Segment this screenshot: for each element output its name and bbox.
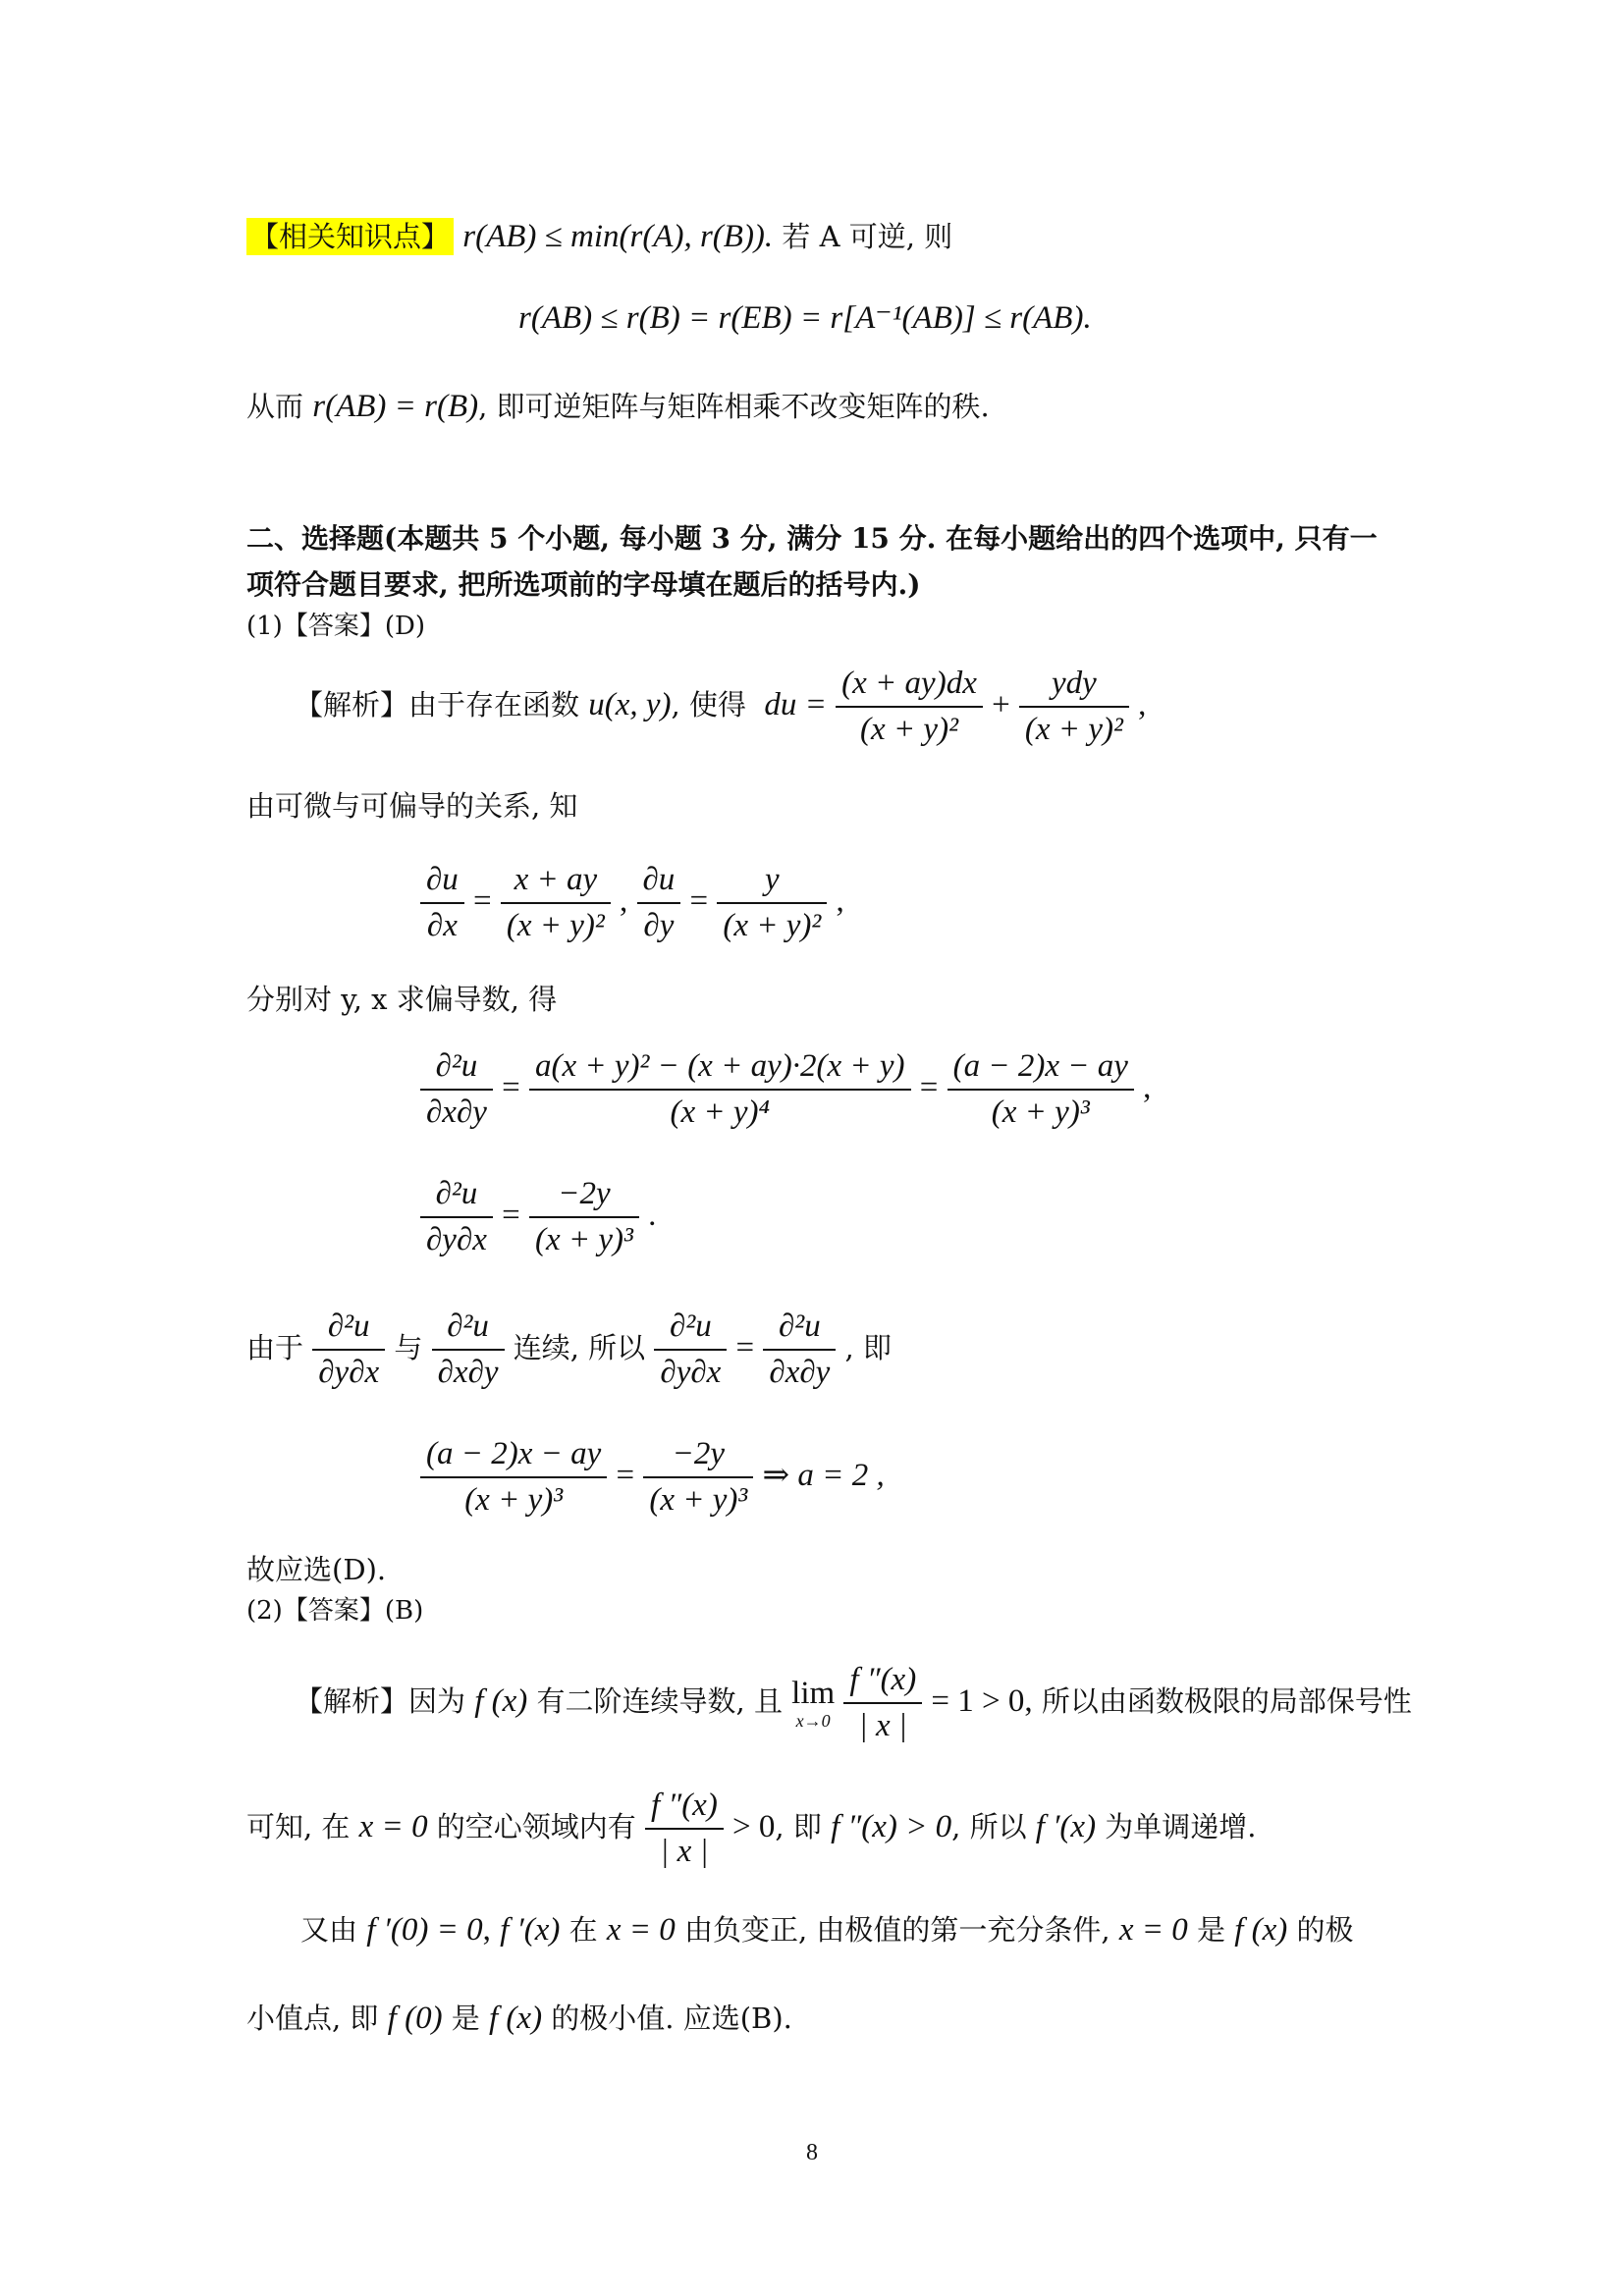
q2-t16: 是 [451, 2002, 480, 2035]
q1-cont-frac-2-num: ∂²u [447, 1308, 489, 1344]
q1-relation-text: 由可微与可偏导的关系, 知 [246, 789, 578, 823]
q1-frac-1 [836, 667, 983, 746]
q2-ineq-frac [645, 1789, 724, 1868]
q1-myx-res-num: −2y [558, 1176, 611, 1211]
q1-puy-num: ∂u [642, 862, 676, 897]
q2-ineq-den: | x | [645, 1828, 724, 1868]
q1-du: du = [764, 687, 827, 722]
rank-chain: r(AB) ≤ r(B) = r(EB) = r[A⁻¹(AB)] ≤ r(AB). [518, 300, 1092, 336]
q2-lim [791, 1675, 836, 1731]
q1-cont-frac-4-den: ∂x∂y [763, 1349, 836, 1389]
q2-line-2 [246, 1789, 1257, 1868]
q1-mxy [420, 1050, 493, 1129]
q1-intro-a: 由于存在函数 [408, 688, 580, 721]
q1-mxy-den: ∂x∂y [420, 1089, 493, 1129]
q1-myx-res-den: (x + y)³ [529, 1216, 639, 1256]
q2-fpp: f ″(x) > 0 [831, 1809, 952, 1844]
q1-function: u(x, y) [588, 687, 672, 722]
q1-pux-val [501, 864, 611, 942]
q1-mixed-yx-line: $\frac{\text{∂²u}}{\partial y\partial x}$ = $\frac{-2y}{\text{(x + y)³}}$ . [420, 1178, 656, 1256]
q1-mxy-res-den: (x + y)³ [947, 1089, 1134, 1129]
rank-inequality: r(AB) ≤ min(r(A), r(B)). [462, 219, 774, 254]
q1-cont-d: , 即 [844, 1331, 892, 1364]
q1-frac-2-num: ydy [1051, 666, 1097, 701]
q1-cont-a: 由于 [246, 1331, 304, 1364]
q2-t7: , 所以 [951, 1810, 1027, 1843]
q1-intro-line: 【解析】由于存在函数 u(x, y), 使得 du = $\frac{(x + ay)dx}{\text{(x + y)²}}$ + $\frac{\text{ydy}}{\text{(x + y)²}}$ , [295, 666, 1147, 747]
q1-mxy-mid [529, 1050, 911, 1129]
q1-eq-left-num: (a − 2)x − ay [426, 1436, 602, 1471]
q2-fx2: f (x) [1234, 1912, 1288, 1948]
q1-eq-right-num: −2y [672, 1436, 726, 1471]
q1-myx-res [529, 1178, 639, 1256]
q1-answer: (1)【答案】(D) [246, 612, 425, 641]
q2-t4: 可知, 在 [246, 1810, 351, 1843]
q1-pux [420, 864, 464, 942]
q1-cont-frac-1-num: ∂²u [327, 1308, 370, 1344]
q1-cont-c: 连续, 所以 [513, 1331, 646, 1364]
conclusion-text-b: , 即可逆矩阵与矩阵相乘不改变矩阵的秩. [478, 390, 990, 423]
q2-fx: f (x) [474, 1683, 528, 1719]
q1-eq-left [420, 1438, 607, 1517]
q1-pux-den: ∂x [420, 902, 464, 942]
q2-t5: 的空心领域内有 [436, 1810, 636, 1843]
conclusion-text-a: 从而 [246, 390, 304, 423]
q1-cont-b: 与 [394, 1331, 423, 1364]
section-heading-line-1: 二、选择题(本题共 5 个小题, 每小题 3 分, 满分 15 分. 在每小题给出的四个选项中, 只有一 [246, 522, 1378, 555]
q1-cont-frac-3 [654, 1310, 727, 1389]
q2-t11: 在 [568, 1913, 598, 1947]
conclusion-eq: r(AB) = r(B) [312, 389, 479, 424]
q2-t13: 是 [1196, 1913, 1225, 1947]
q1-partials-line: $\frac{\partial u}{\partial x}$ = $\frac{x + ay}{\text{(x + y)²}}$ , $\frac{\partial u}{\partial y}$ = $\frac{y}{\text{(x + y)²}}$ , [420, 864, 844, 942]
q2-t3: 所以由函数极限的局部保号性 [1041, 1684, 1412, 1718]
q2-line-1 [295, 1664, 1412, 1742]
q2-t12: 由负变正, 由极值的第一充分条件, [683, 1913, 1110, 1947]
q1-puy-val-den: (x + y)² [717, 902, 827, 942]
q1-puy-val-num: y [765, 862, 780, 897]
q1-cont-frac-4 [763, 1310, 836, 1389]
q1-myx-num: ∂²u [435, 1176, 478, 1211]
q1-mxy-mid-den: (x + y)⁴ [529, 1089, 911, 1129]
q2-line-4 [246, 2002, 792, 2035]
q2-x0: x = 0 [358, 1809, 428, 1844]
q1-eq-left-den: (x + y)³ [420, 1476, 607, 1517]
q2-lim-sub: x→0 [795, 1710, 831, 1731]
q1-myx [420, 1178, 493, 1256]
q1-puy [637, 864, 681, 942]
q1-cont-frac-2 [432, 1310, 505, 1389]
q1-myx-den: ∂y∂x [420, 1216, 493, 1256]
q2-ineq-res: > 0 [732, 1809, 776, 1844]
q1-cont-frac-1-den: ∂y∂x [312, 1349, 385, 1389]
q1-cont-frac-4-num: ∂²u [779, 1308, 821, 1344]
q1-mxy-num: ∂²u [435, 1048, 478, 1084]
q2-lim-frac [843, 1664, 922, 1742]
q1-eq-right-den: (x + y)³ [643, 1476, 753, 1517]
q2-t10: , [482, 1912, 491, 1948]
q1-analysis-label: 【解析】 [295, 688, 409, 721]
q1-mxy-mid-num: a(x + y)² − (x + ay)·2(x + y) [534, 1048, 905, 1084]
related-knowledge-line [246, 221, 952, 253]
q1-pux-val-den: (x + y)² [501, 902, 611, 942]
q2-fp0: f ′(0) = 0 [366, 1912, 483, 1948]
q1-continuity-line: 由于 $\frac{\text{∂²u}}{\partial y\partial x}$ 与 $\frac{\text{∂²u}}{\partial x\partial y}$ 连续, 所以 $\frac{\text{∂²u}}{\partial y\partial x}$ = $\frac{\text{∂²u}}{\partial x\partial y}$ , 即 [246, 1308, 892, 1390]
q2-line-3 [300, 1914, 1353, 1947]
q2-lim-text: lim [791, 1675, 836, 1711]
q1-frac-1-den: (x + y)² [836, 706, 983, 746]
q1-choose: 故应选(D). [246, 1553, 387, 1586]
q1-mixed-xy-line: $\frac{\text{∂²u}}{\partial x\partial y}$ = $\frac{\text{a(x + y)² − (x + ay)·2(x + y)}}{\text{(x + y)⁴}}$ = $\frac{(a - 2)x - ay}{\text{(x + y)³}}$ , [420, 1050, 1151, 1129]
related-knowledge-tag: 【相关知识点】 [246, 218, 454, 255]
q2-x0b: x = 0 [606, 1912, 676, 1948]
q2-fp: f ′(x) [1035, 1809, 1097, 1844]
q2-f0: f (0) [387, 2001, 443, 2036]
q1-frac-2 [1019, 667, 1129, 746]
q1-eq-right [643, 1438, 753, 1517]
q1-frac-2-den: (x + y)² [1019, 706, 1129, 746]
q2-t2: 有二阶连续导数, 且 [536, 1684, 783, 1718]
q1-intro-b: , 使得 [671, 688, 746, 721]
q2-lim-res: = 1 > 0, [931, 1683, 1033, 1719]
q1-eq-result: ⇒ a = 2 , [762, 1458, 885, 1493]
q1-cont-frac-2-den: ∂x∂y [432, 1349, 505, 1389]
q2-ineq-num: f ″(x) [651, 1788, 718, 1823]
q2-t17: 的极小值. 应选(B). [551, 2002, 792, 2035]
q2-fx3: f (x) [489, 2001, 543, 2036]
q1-pux-num: ∂u [426, 862, 459, 897]
q1-cont-frac-3-num: ∂²u [670, 1308, 712, 1344]
q1-partial-text: 分别对 y, x 求偏导数, 得 [246, 983, 558, 1016]
q2-fp2: f ′(x) [500, 1912, 561, 1948]
q2-t15: 小值点, 即 [246, 2002, 379, 2035]
q2-t14: 的极 [1296, 1913, 1354, 1947]
q2-t9: 又由 [300, 1913, 358, 1947]
q2-analysis-label: 【解析】 [295, 1684, 409, 1718]
q2-x0c: x = 0 [1118, 1912, 1188, 1948]
q1-frac-1-num: (x + ay)dx [841, 666, 977, 701]
invertible-clause: 若 A 可逆, 则 [782, 220, 953, 253]
q1-puy-val [717, 864, 827, 942]
rank-chain-formula [518, 302, 1092, 335]
page-number: 8 [806, 2140, 818, 2165]
q1-pux-val-num: x + ay [514, 862, 598, 897]
q2-t1: 因为 [408, 1684, 466, 1718]
q1-mxy-res [947, 1050, 1134, 1129]
q2-lim-frac-den: | x | [843, 1702, 922, 1742]
section-heading-line-2: 项符合题目要求, 把所选项前的字母填在题后的括号内.) [246, 568, 921, 601]
q1-equation-line: $\frac{(a - 2)x - ay}{\text{(x + y)³}}$ = $\frac{-2y}{\text{(x + y)³}}$ ⇒ a = 2 , [420, 1438, 885, 1517]
q1-cont-frac-3-den: ∂y∂x [654, 1349, 727, 1389]
rank-conclusion-line [246, 391, 990, 423]
q2-t6: , 即 [775, 1810, 822, 1843]
q2-answer: (2)【答案】(B) [246, 1596, 424, 1626]
q2-t8: 为单调递增. [1105, 1810, 1257, 1843]
q1-puy-den: ∂y [637, 902, 681, 942]
q1-cont-frac-1 [312, 1310, 385, 1389]
q2-lim-frac-num: f ″(x) [849, 1662, 917, 1697]
q1-mxy-res-num: (a − 2)x − ay [952, 1048, 1128, 1084]
